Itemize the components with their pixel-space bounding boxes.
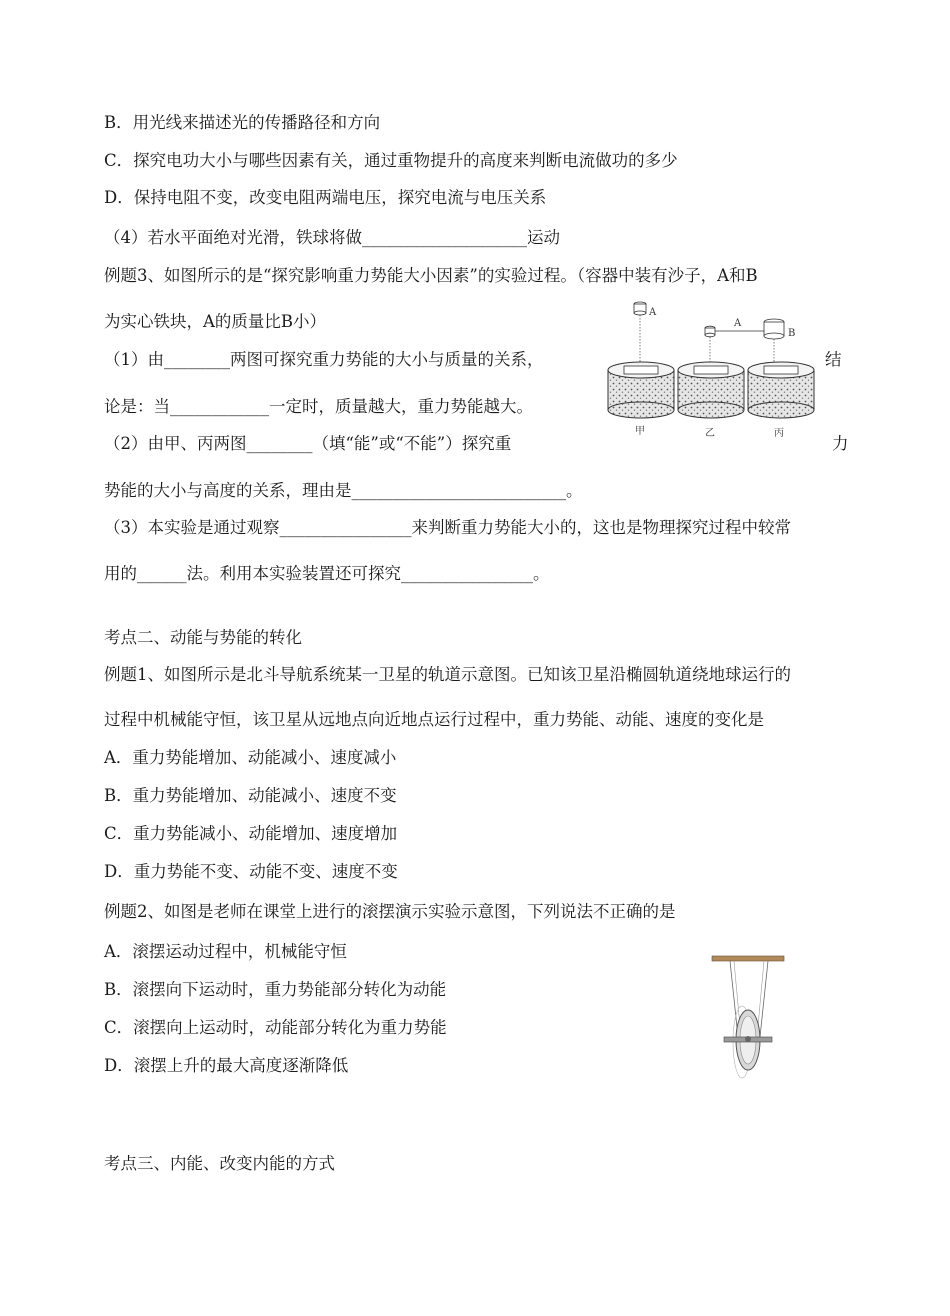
example3-q2-tail: 力: [832, 434, 849, 453]
caption-bing: 丙: [774, 428, 784, 439]
section2-ex2-option-c: C．滚摆向上运动时，动能部分转化为重力势能: [104, 1018, 447, 1037]
maxwell-pendulum-figure: [708, 952, 788, 1092]
section2-ex2-option-a: A．滚摆运动过程中，机械能守恒: [104, 942, 347, 961]
container-1: [608, 362, 674, 418]
example3-q1-continued: 论是：当____________一定时，质量越大，重力势能越大。: [104, 397, 533, 416]
section2-ex1-stem-line2: 过程中机械能守恒，该卫星从远地点向近地点运行过程中，重力势能、动能、速度的变化是: [104, 710, 764, 729]
option-b: B．用光线来描述光的传播路径和方向: [104, 113, 381, 132]
example3-stem-line1: 例题3、如图所示的是“探究影响重力势能大小因素”的实验过程。（容器中装有沙子，A和B: [104, 266, 758, 285]
option-c: C．探究电功大小与哪些因素有关，通过重物提升的高度来判断电流做功的多少: [104, 151, 678, 170]
maxwell-pendulum-diagram: [708, 952, 788, 1092]
sand-container-diagram: [606, 298, 821, 438]
example3-q2: （2）由甲、丙两图________（填“能”或“不能”）探究重: [104, 434, 512, 453]
section2-ex1-option-d: D．重力势能不变、动能不变、速度不变: [104, 862, 398, 881]
example3-q2-continued: 势能的大小与高度的关系，理由是__________________________。: [104, 481, 583, 500]
section2-title: 考点二、动能与势能的转化: [104, 628, 302, 647]
example3-stem-line2: 为实心铁块，A的质量比B小）: [104, 312, 327, 331]
label-b: B: [788, 328, 796, 339]
section2-ex1-stem-line1: 例题1、如图所示是北斗导航系统某一卫星的轨道示意图。已知该卫星沿椭圆轨道绕地球运行的: [104, 665, 791, 684]
block-b: [764, 319, 784, 364]
block-a-low: [705, 326, 715, 364]
section2-ex2-option-d: D．滚摆上升的最大高度逐渐降低: [104, 1056, 349, 1075]
section2-ex2-option-b: B．滚摆向下运动时，重力势能部分转化为动能: [104, 980, 447, 999]
question-4: （4）若水平面绝对光滑，铁球将做____________________运动: [104, 228, 560, 247]
example3-q3-line1: （3）本实验是通过观察________________来判断重力势能大小的，这也是物理探究过程中较常: [104, 518, 791, 537]
label-a-1: A: [649, 307, 657, 318]
example3-q3-line2: 用的______法。利用本实验装置还可探究________________。: [104, 564, 550, 583]
section2-ex1-option-a: A．重力势能增加、动能减小、速度减小: [104, 748, 397, 767]
sand-container-figure: [606, 298, 821, 438]
example3-q1: （1）由________两图可探究重力势能的大小与质量的关系，: [104, 350, 544, 369]
section2-ex1-option-c: C．重力势能减小、动能增加、速度增加: [104, 824, 398, 843]
section3-title: 考点三、内能、改变内能的方式: [104, 1154, 335, 1173]
section2-ex1-option-b: B．重力势能增加、动能减小、速度不变: [104, 786, 397, 805]
caption-yi: 乙: [705, 428, 715, 439]
option-d: D．保持电阻不变，改变电阻两端电压，探究电流与电压关系: [104, 188, 547, 207]
caption-jia: 甲: [635, 426, 645, 437]
container-3: [748, 362, 814, 418]
block-a-high: [634, 302, 646, 364]
container-2: [678, 362, 744, 418]
label-a-2: A: [734, 318, 742, 329]
example3-q1-tail: 结: [825, 350, 842, 369]
section2-ex2-stem: 例题2、如图是老师在课堂上进行的滚摆演示实验示意图，下列说法不正确的是: [104, 902, 676, 921]
